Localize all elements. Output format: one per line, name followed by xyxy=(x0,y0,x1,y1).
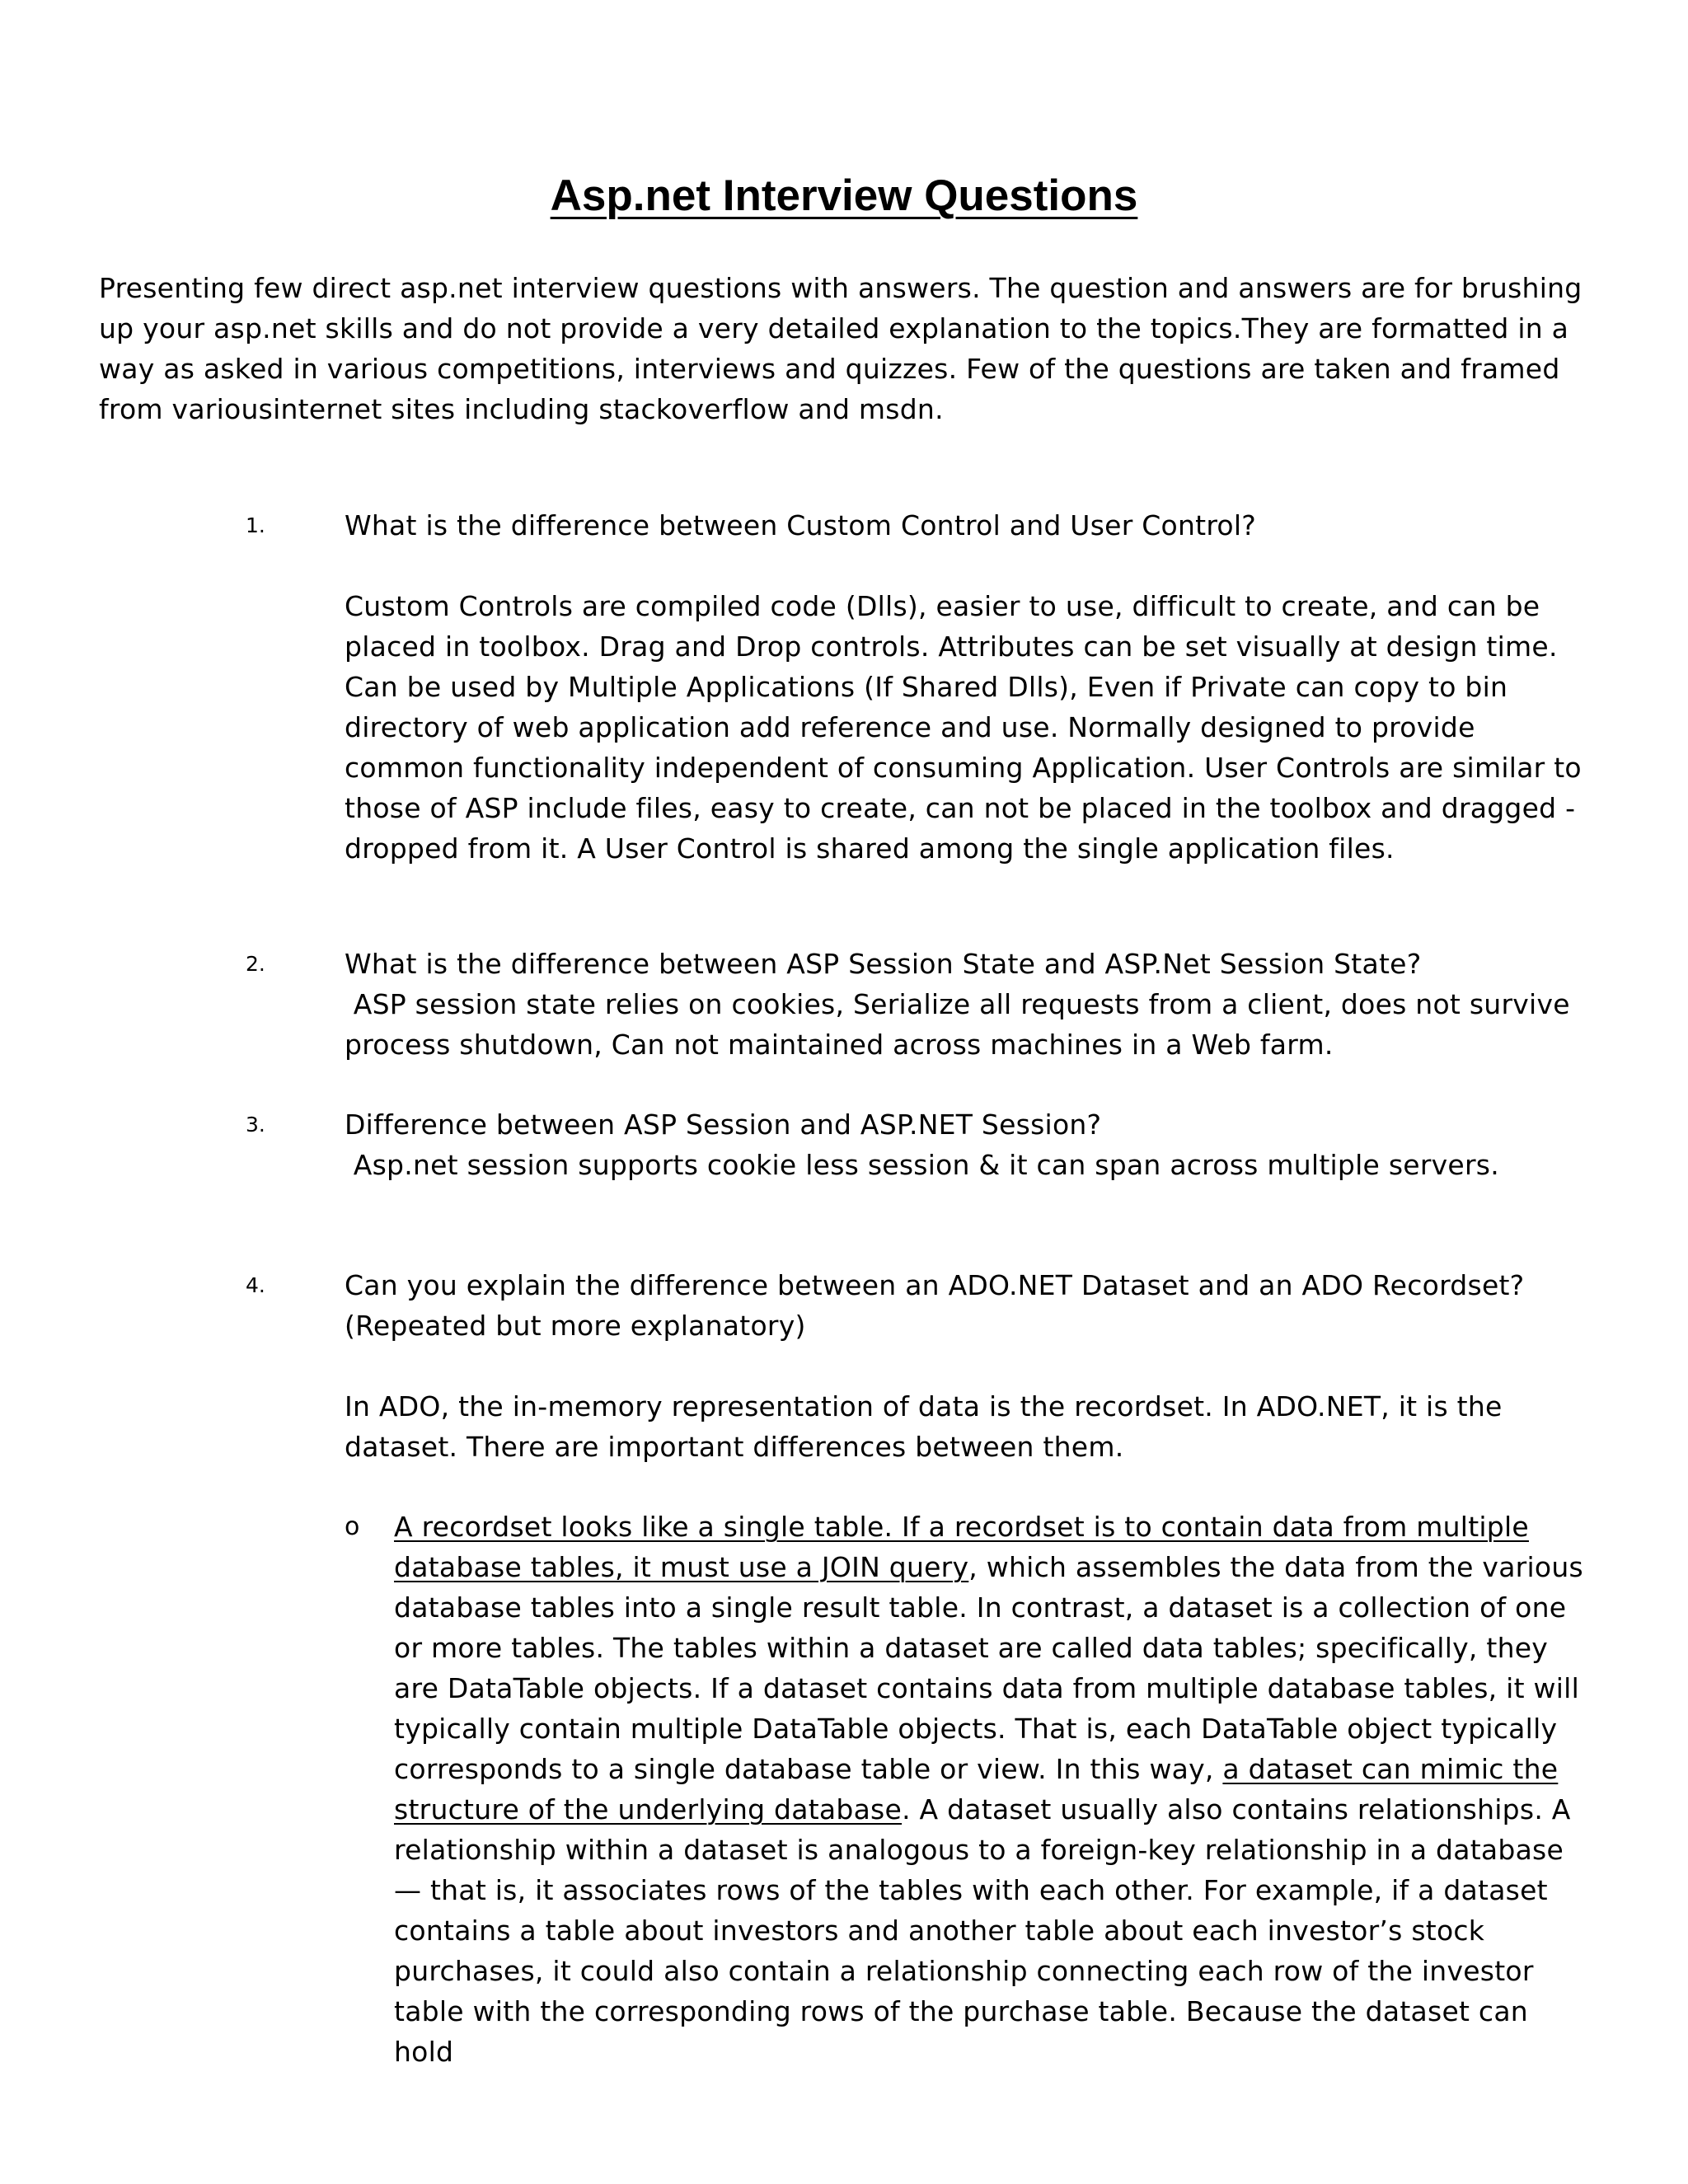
answer-text: Custom Controls are compiled code (Dlls), easier to use, difficult to create, and can be placed in toolbox. Drag and Drop controls. Attributes can be set visually at design time. Can be used by Multiple Applications (If Shared Dlls), Even if Private can copy to bin directory of web application add reference and use. Normally designed to provide common functionality independent of consuming Application. User Controls are similar to those of ASP include files, easy to create, can not be placed in the toolbox and dragged - dropped from it. A User Control is shared among the single application files. xyxy=(345,590,1582,865)
underlined-text: A recordset looks like a single table. If a recordset is to contain data from multiple database tables, it must use a JOIN query xyxy=(394,1511,1529,1583)
underlined-text: a dataset can mimic the structure of the underlying database xyxy=(394,1753,1559,1825)
question-number: 1. xyxy=(246,513,265,537)
intro-paragraph: Presenting few direct asp.net interview questions with answers. The question and answers are for brushing up your asp.net skills and do not provide a very detailed explanation to the topics.They are formatted in a way as asked in various competitions, interviews and quizzes. Few of the questions are taken and framed from variousinternet sites including stackoverflow and msdn. xyxy=(99,272,1582,425)
question-number: 2. xyxy=(246,952,265,976)
plain-text: , which assembles the data from the various database tables into a single result table. In contrast, a dataset is a collection of one or more tables. The tables within a dataset are called data tables; specifically, they are DataTable objects. If a dataset contains data from multiple database tables, it will typically contain multiple DataTable objects. That is, each DataTable object typically corresponds to a single database table or view. In this way, xyxy=(394,1551,1583,1785)
answer-text: In ADO, the in-memory representation of data is the recordset. In ADO.NET, it is the dataset. There are important differences between them. xyxy=(345,1390,1503,1463)
question-3-block xyxy=(345,1104,1589,1185)
question-number: 4. xyxy=(246,1273,265,1297)
bullet-item xyxy=(394,1507,1589,2072)
question-1-block xyxy=(345,505,1589,869)
question-text: Difference between ASP Session and ASP.NET Session? xyxy=(345,1108,1102,1141)
page-title: Asp.net Interview Questions xyxy=(550,171,1138,220)
question-2-block xyxy=(345,944,1589,1065)
question-text: What is the difference between ASP Session State and ASP.Net Session State? xyxy=(345,948,1422,980)
question-4-block xyxy=(345,1265,1589,1467)
question-text: What is the difference between Custom Control and User Control? xyxy=(345,509,1257,541)
bullet-text xyxy=(394,1507,1589,2072)
question-number: 3. xyxy=(246,1113,265,1137)
answer-text: ASP session state relies on cookies, Serialize all requests from a client, does not survive process shutdown, Can not maintained across machines in a Web farm. xyxy=(345,988,1579,1061)
question-text: Can you explain the difference between an ADO.NET Dataset and an ADO Recordset? (Repeated but more explanatory) xyxy=(345,1269,1525,1342)
plain-text: . A dataset usually also contains relationships. A relationship within a dataset is analogous to a foreign-key relationship in a database — that is, it associates rows of the tables with each other. For example, if a dataset contains a table about investors and another table about each investor’s stock purchases, it could also contain a relationship connecting each row of the investor table with the corresponding rows of the purchase table. Because the dataset can hold xyxy=(394,1793,1571,2068)
answer-text: Asp.net session supports cookie less session & it can span across multiple servers. xyxy=(345,1149,1499,1181)
bullet-marker: o xyxy=(345,1512,360,1541)
